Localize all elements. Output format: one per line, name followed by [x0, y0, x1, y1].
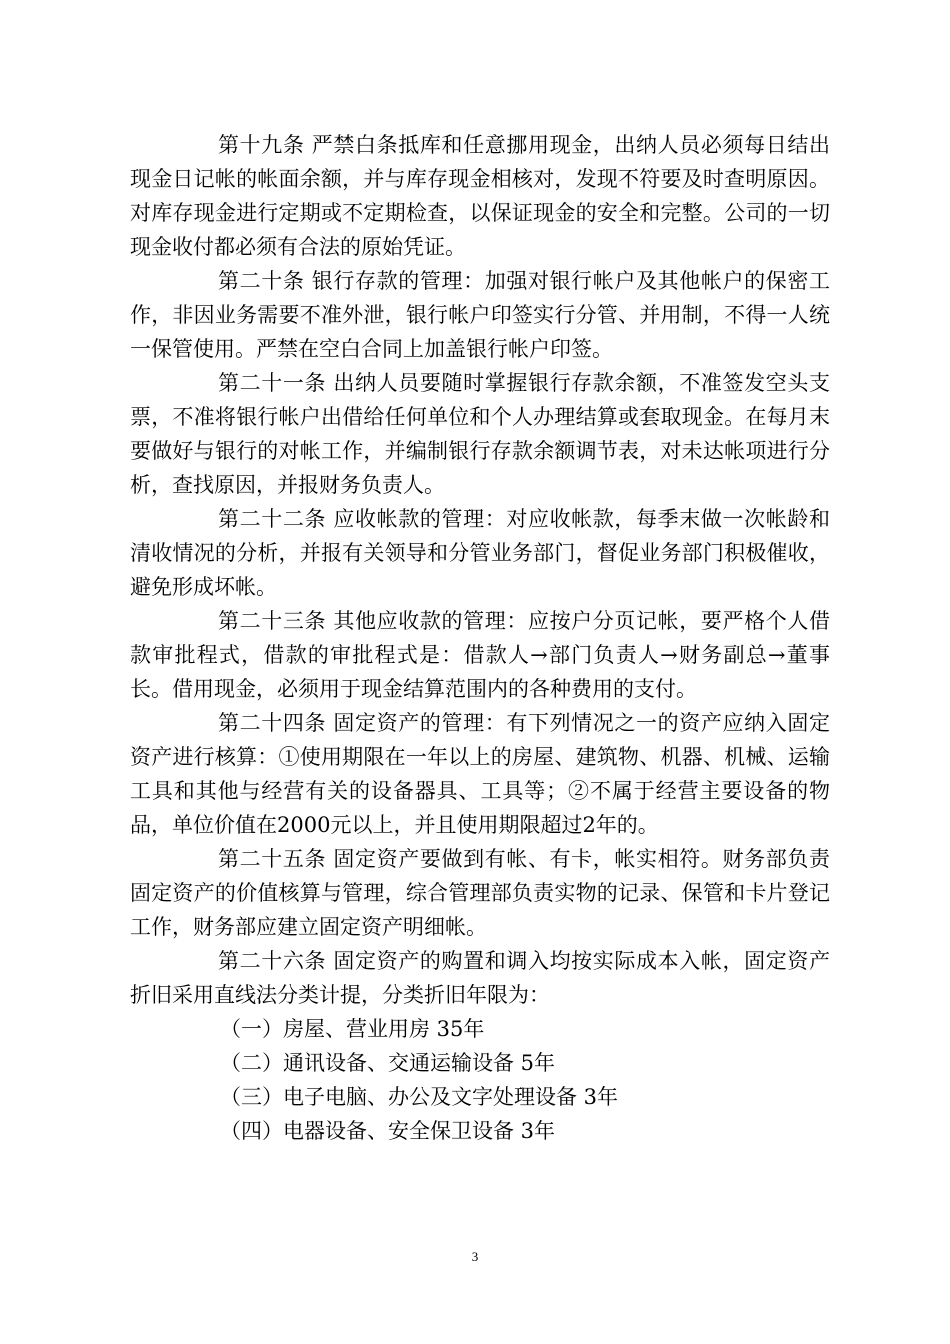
- article-21-paragraph: 第二十一条 出纳人员要随时掌握银行存款余额，不准签发空头支票，不准将银行帐户出借给任何单位和个人办理结算或套取现金。在每月末要做好与银行的对帐工作，并编制银行存款余额调节表，对未达帐项进行分析，查找原因，并报财务负责人。: [130, 371, 830, 497]
- document-body: [130, 128, 830, 1148]
- article-20-paragraph: 第二十条 银行存款的管理：加强对银行帐户及其他帐户的保密工作，非因业务需要不准外泄，银行帐户印签实行分管、并用制，不得一人统一保管使用。严禁在空白合同上加盖银行帐户印签。: [130, 269, 830, 361]
- article-24-paragraph: 第二十四条 固定资产的管理：有下列情况之一的资产应纳入固定资产进行核算：①使用期限在一年以上的房屋、建筑物、机器、机械、运输工具和其他与经营有关的设备器具、工具等；②不属于经营主要设备的物品，单位价值在2000元以上，并且使用期限超过2年的。: [130, 711, 830, 837]
- article-26-paragraph: 第二十六条 固定资产的购置和调入均按实际成本入帐，固定资产折旧采用直线法分类计提，分类折旧年限为：: [130, 949, 830, 1007]
- depreciation-item-computers: （三）电子电脑、办公及文字处理设备 3年: [220, 1085, 619, 1109]
- depreciation-item-buildings: （一）房屋、营业用房 35年: [220, 1017, 485, 1041]
- article-25-paragraph: 第二十五条 固定资产要做到有帐、有卡，帐实相符。财务部负责固定资产的价值核算与管理，综合管理部负责实物的记录、保管和卡片登记工作，财务部应建立固定资产明细帐。: [130, 847, 830, 939]
- article-19-paragraph: 第十九条 严禁白条抵库和任意挪用现金，出纳人员必须每日结出现金日记帐的帐面余额，并与库存现金相核对，发现不符要及时查明原因。对库存现金进行定期或不定期检查，以保证现金的安全和完整。公司的一切现金收付都必须有合法的原始凭证。: [130, 133, 830, 259]
- depreciation-item-electrical: （四）电器设备、安全保卫设备 3年: [220, 1119, 556, 1143]
- article-23-paragraph: 第二十三条 其他应收款的管理：应按户分页记帐，要严格个人借款审批程式，借款的审批程式是：借款人→部门负责人→财务副总→董事长。借用现金，必须用于现金结算范围内的各种费用的支付。: [130, 609, 830, 701]
- page-number: 3: [471, 1249, 479, 1264]
- article-22-paragraph: 第二十二条 应收帐款的管理：对应收帐款，每季末做一次帐龄和清收情况的分析，并报有关领导和分管业务部门，督促业务部门积极催收，避免形成坏帐。: [130, 507, 830, 599]
- depreciation-item-transport: （二）通讯设备、交通运输设备 5年: [220, 1051, 556, 1075]
